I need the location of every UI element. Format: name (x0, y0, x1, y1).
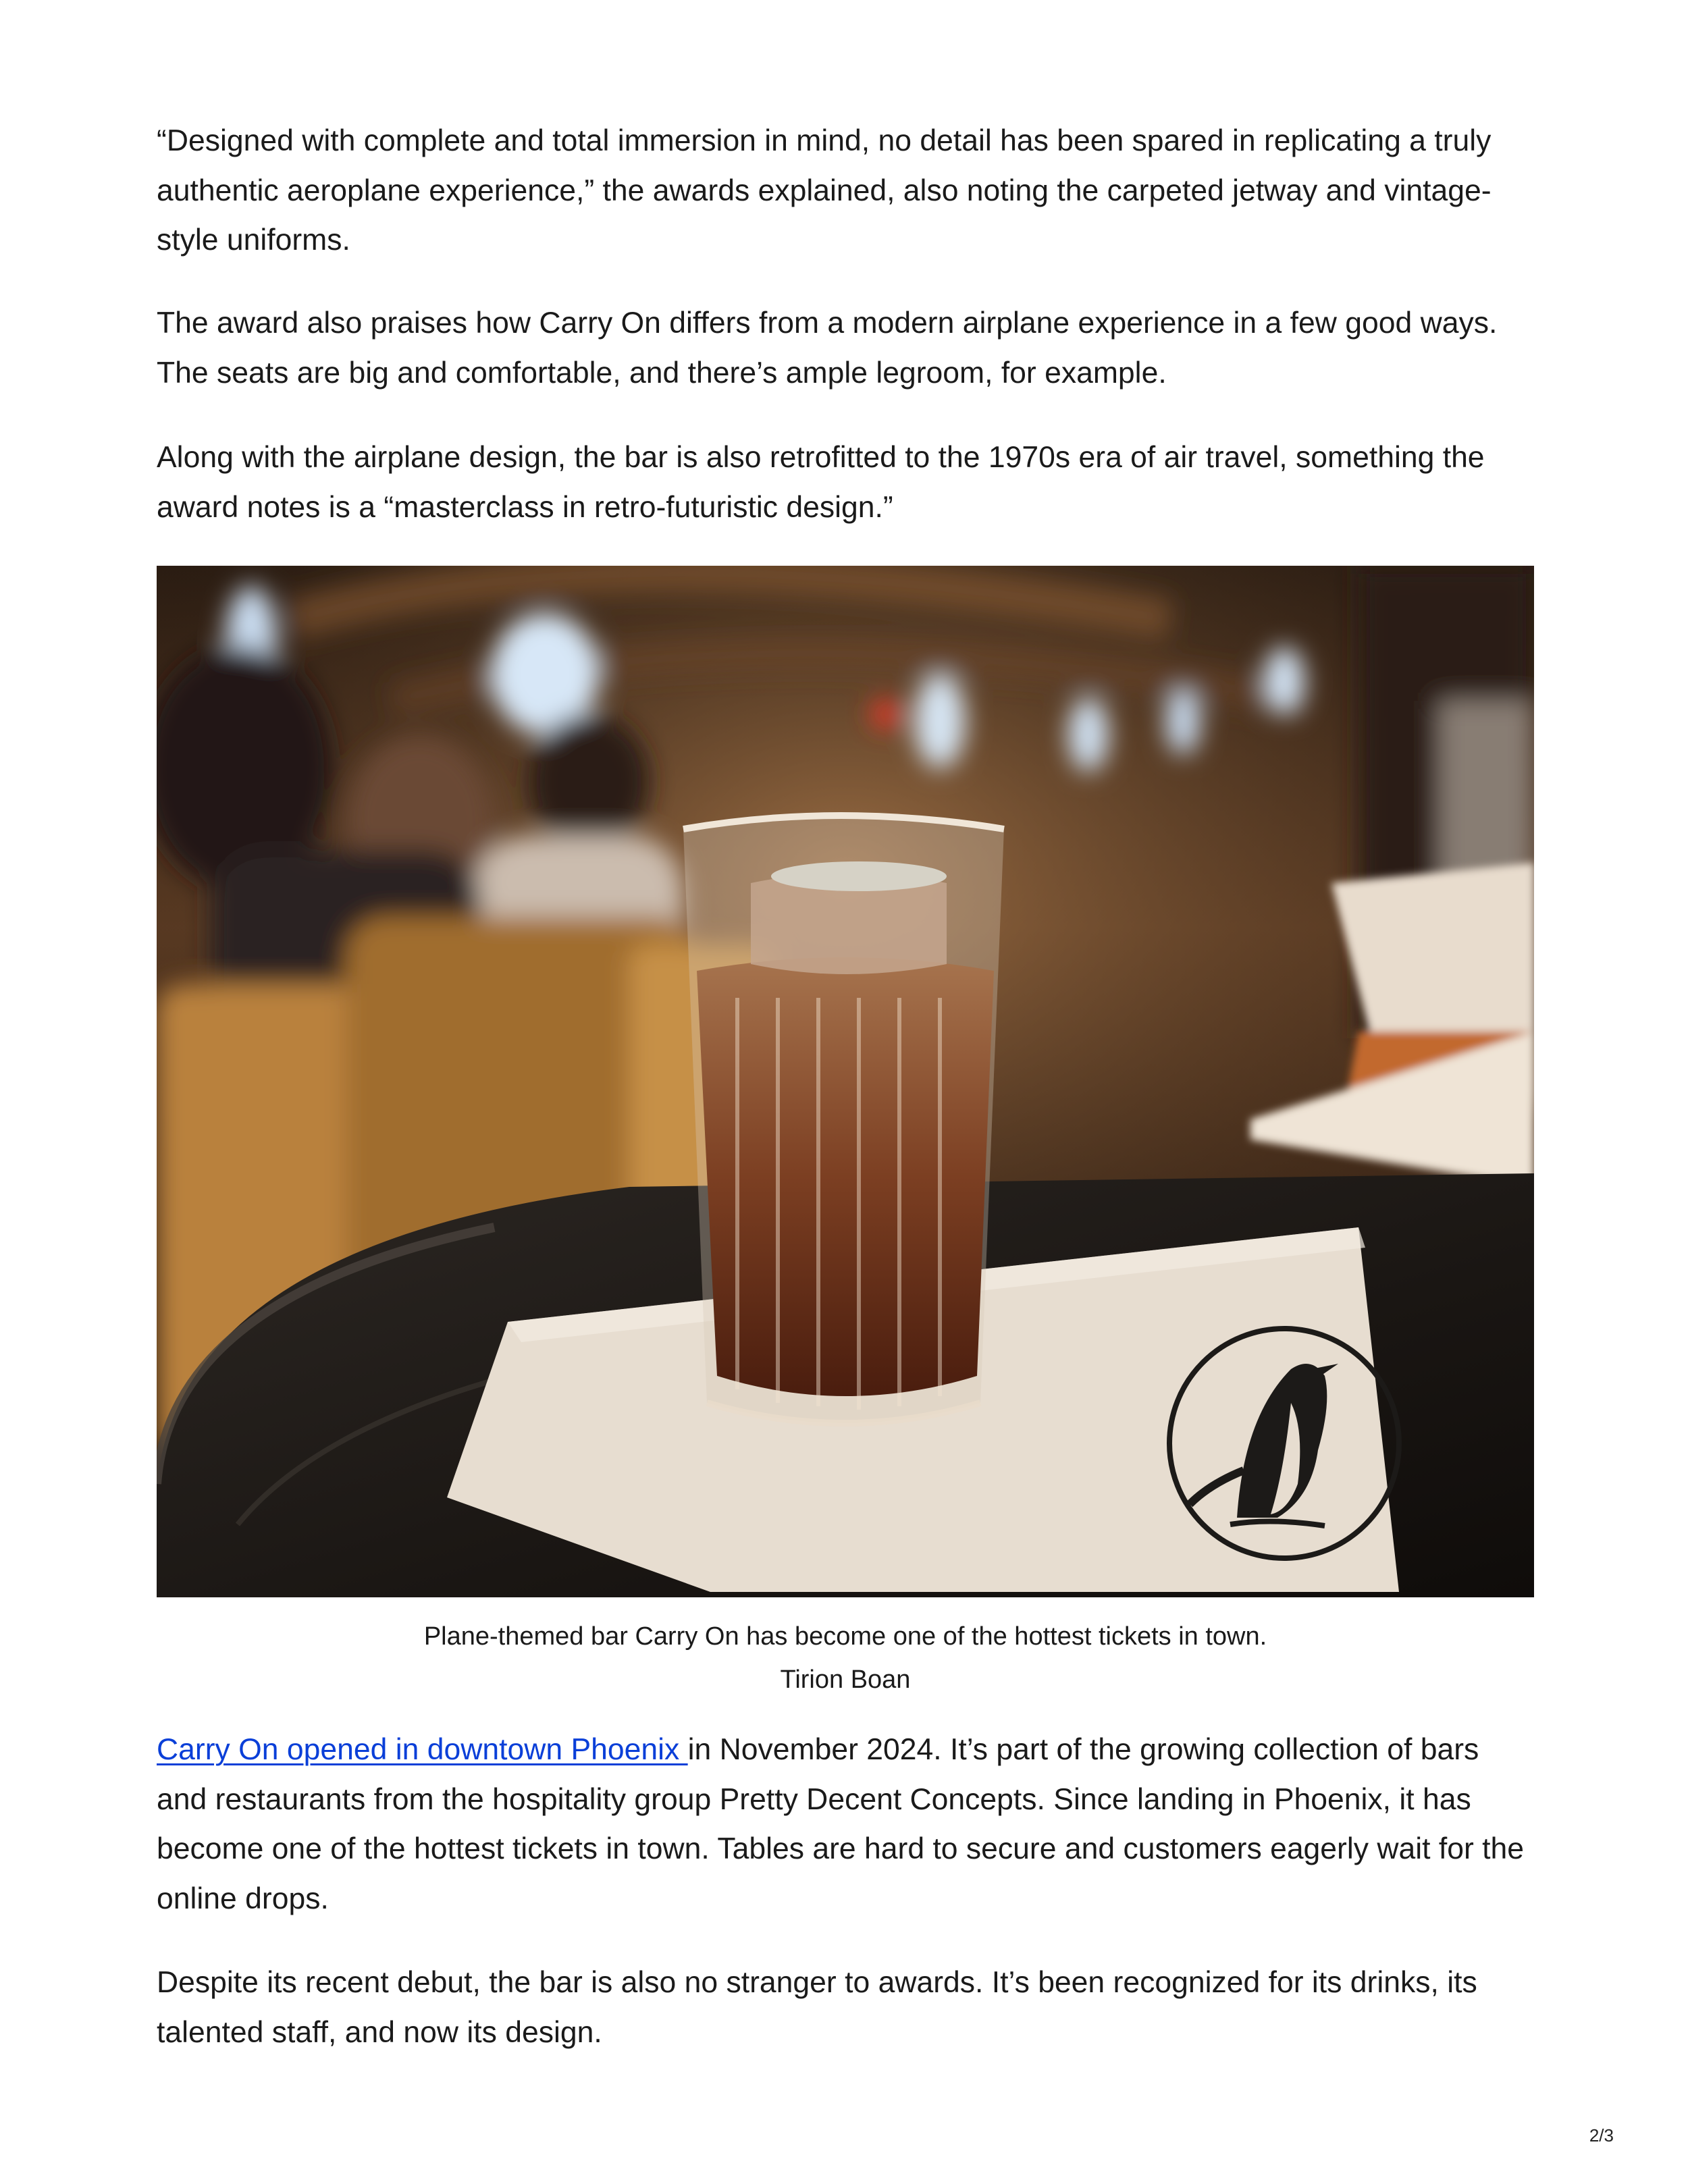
carry-on-phoenix-link[interactable]: Carry On opened in downtown Phoenix (157, 1733, 688, 1766)
article-paragraph: Along with the airplane design, the bar is also retrofitted to the 1970s era of air travel, something the award notes is a “masterclass in retro-futuristic design.” (157, 441, 1485, 524)
article-paragraph: The award also praises how Carry On differs from a modern airplane experience in a few good ways. The seats are big and comfortable, and there’s ample legroom, for example. (157, 307, 1498, 390)
cocktail-photo-illustration (157, 566, 1534, 1597)
article-photo (157, 566, 1534, 1597)
cocktail-glass (683, 816, 1004, 1423)
article-paragraph: “Designed with complete and total immersion in mind, no detail has been spared in replicating a truly authentic aeroplane experience,” the awards explained, also noting the carpeted jetway and vintage-style uniforms. (157, 124, 1492, 257)
page-number: 2/3 (1589, 2125, 1614, 2146)
caption-text: Plane-themed bar Carry On has become one of the hottest tickets in town. (423, 1622, 1267, 1651)
paragraph-text: in November 2024. It’s part of the growing collection of bars and restaurants from the hospitality group Pretty Decent Concepts. Since landing in Phoenix, it has become one of the hottest tickets in town. Tables are hard to secure and customers eagerly wait for the online drops. (157, 1733, 1525, 1915)
figure-caption (157, 1615, 1534, 1701)
article-paragraph (157, 1725, 1534, 1923)
photo-credit: Tirion Boan (780, 1666, 911, 1694)
article-paragraph: Despite its recent debut, the bar is also no stranger to awards. It’s been recognized for its drinks, its talented staff, and now its design. (157, 1966, 1477, 2049)
